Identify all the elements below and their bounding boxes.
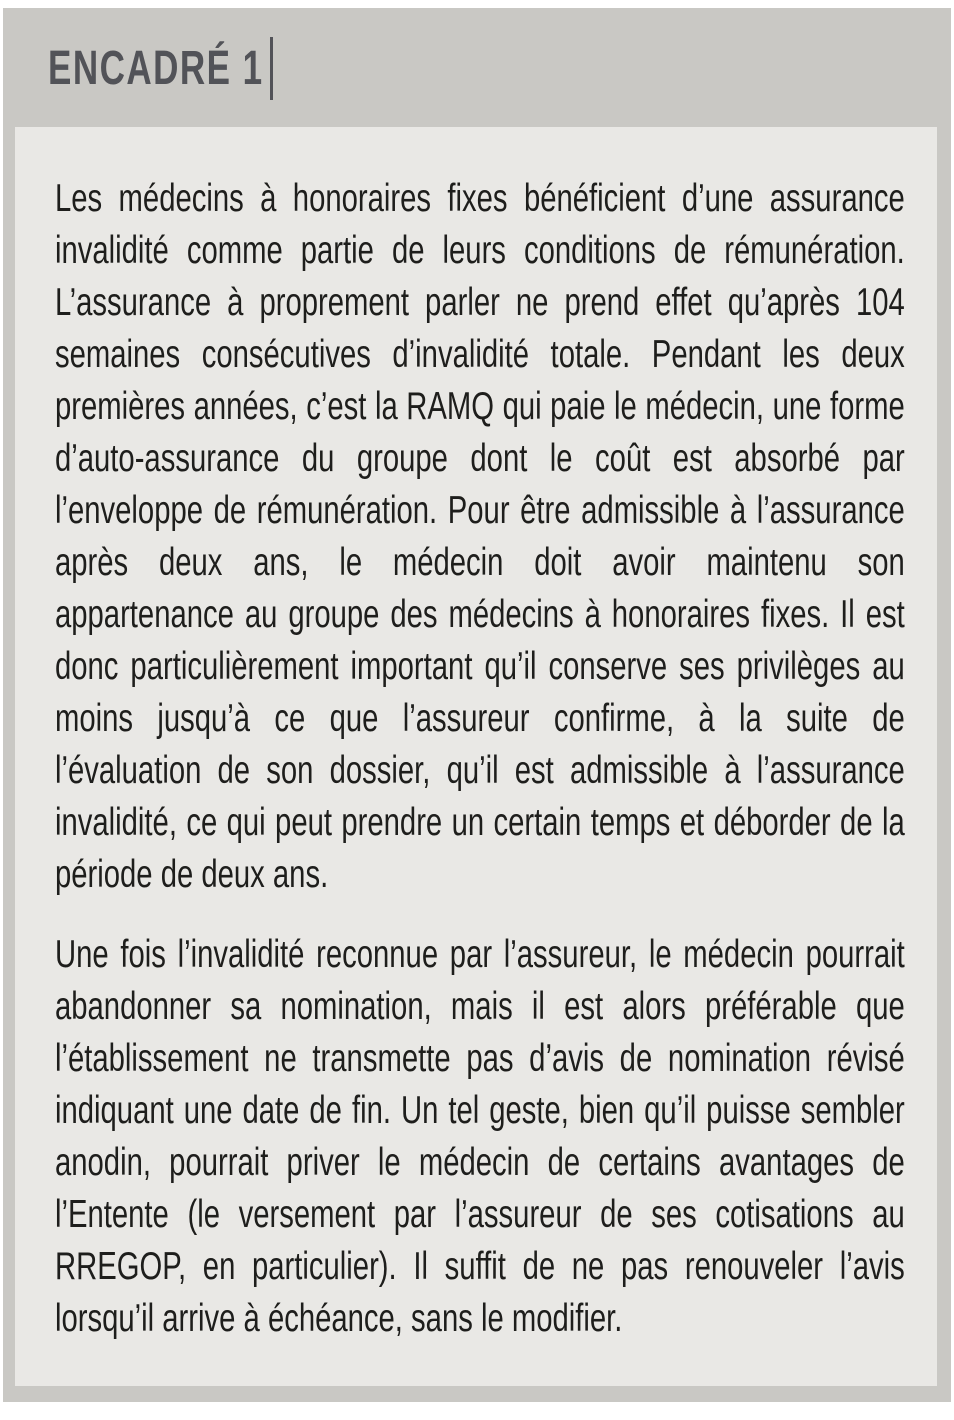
heading-divider-line	[270, 37, 273, 100]
encadre-body	[15, 127, 937, 1386]
paragraph-1: Les médecins à honoraires fixes bénéficient d’une assurance invalidité comme partie de leurs conditions de rémunération. L’assurance à proprement parler ne prend effet qu’après 104 semaines consécutives d’invalidité totale. Pendant les deux premières années, c’est la RAMQ qui paie le médecin, une forme d’auto-assurance du groupe dont le coût est absorbé par l’enveloppe de rémunération. Pour être admissible à l’assurance après deux ans, le médecin doit avoir maintenu son appartenance au groupe des médecins à honoraires fixes. Il est donc particulièrement important qu’il conserve ses privilèges au moins jusqu’à ce que l’assureur confirme, à la suite de l’évaluation de son dossier, qu’il est admissible à l’assurance invalidité, ce qui peut prendre un certain temps et déborder de la période de deux ans.	[55, 177, 905, 896]
encadre-box	[3, 8, 951, 1402]
encadre-title: ENCADRÉ 1	[48, 42, 264, 95]
paragraph-2: Une fois l’invalidité reconnue par l’assureur, le médecin pourrait abandonner sa nomination, mais il est alors préférable que l’établissement ne transmette pas d’avis de nomination révisé indiquant une date de fin. Un tel geste, bien qu’il puisse sembler anodin, pourrait priver le médecin de certains avantages de l’Entente (le versement par l’assureur de ses cotisations au RREGOP, en particulier). Il suffit de ne pas renouveler l’avis lorsqu’il arrive à échéance, sans le modifier.	[55, 933, 905, 1340]
